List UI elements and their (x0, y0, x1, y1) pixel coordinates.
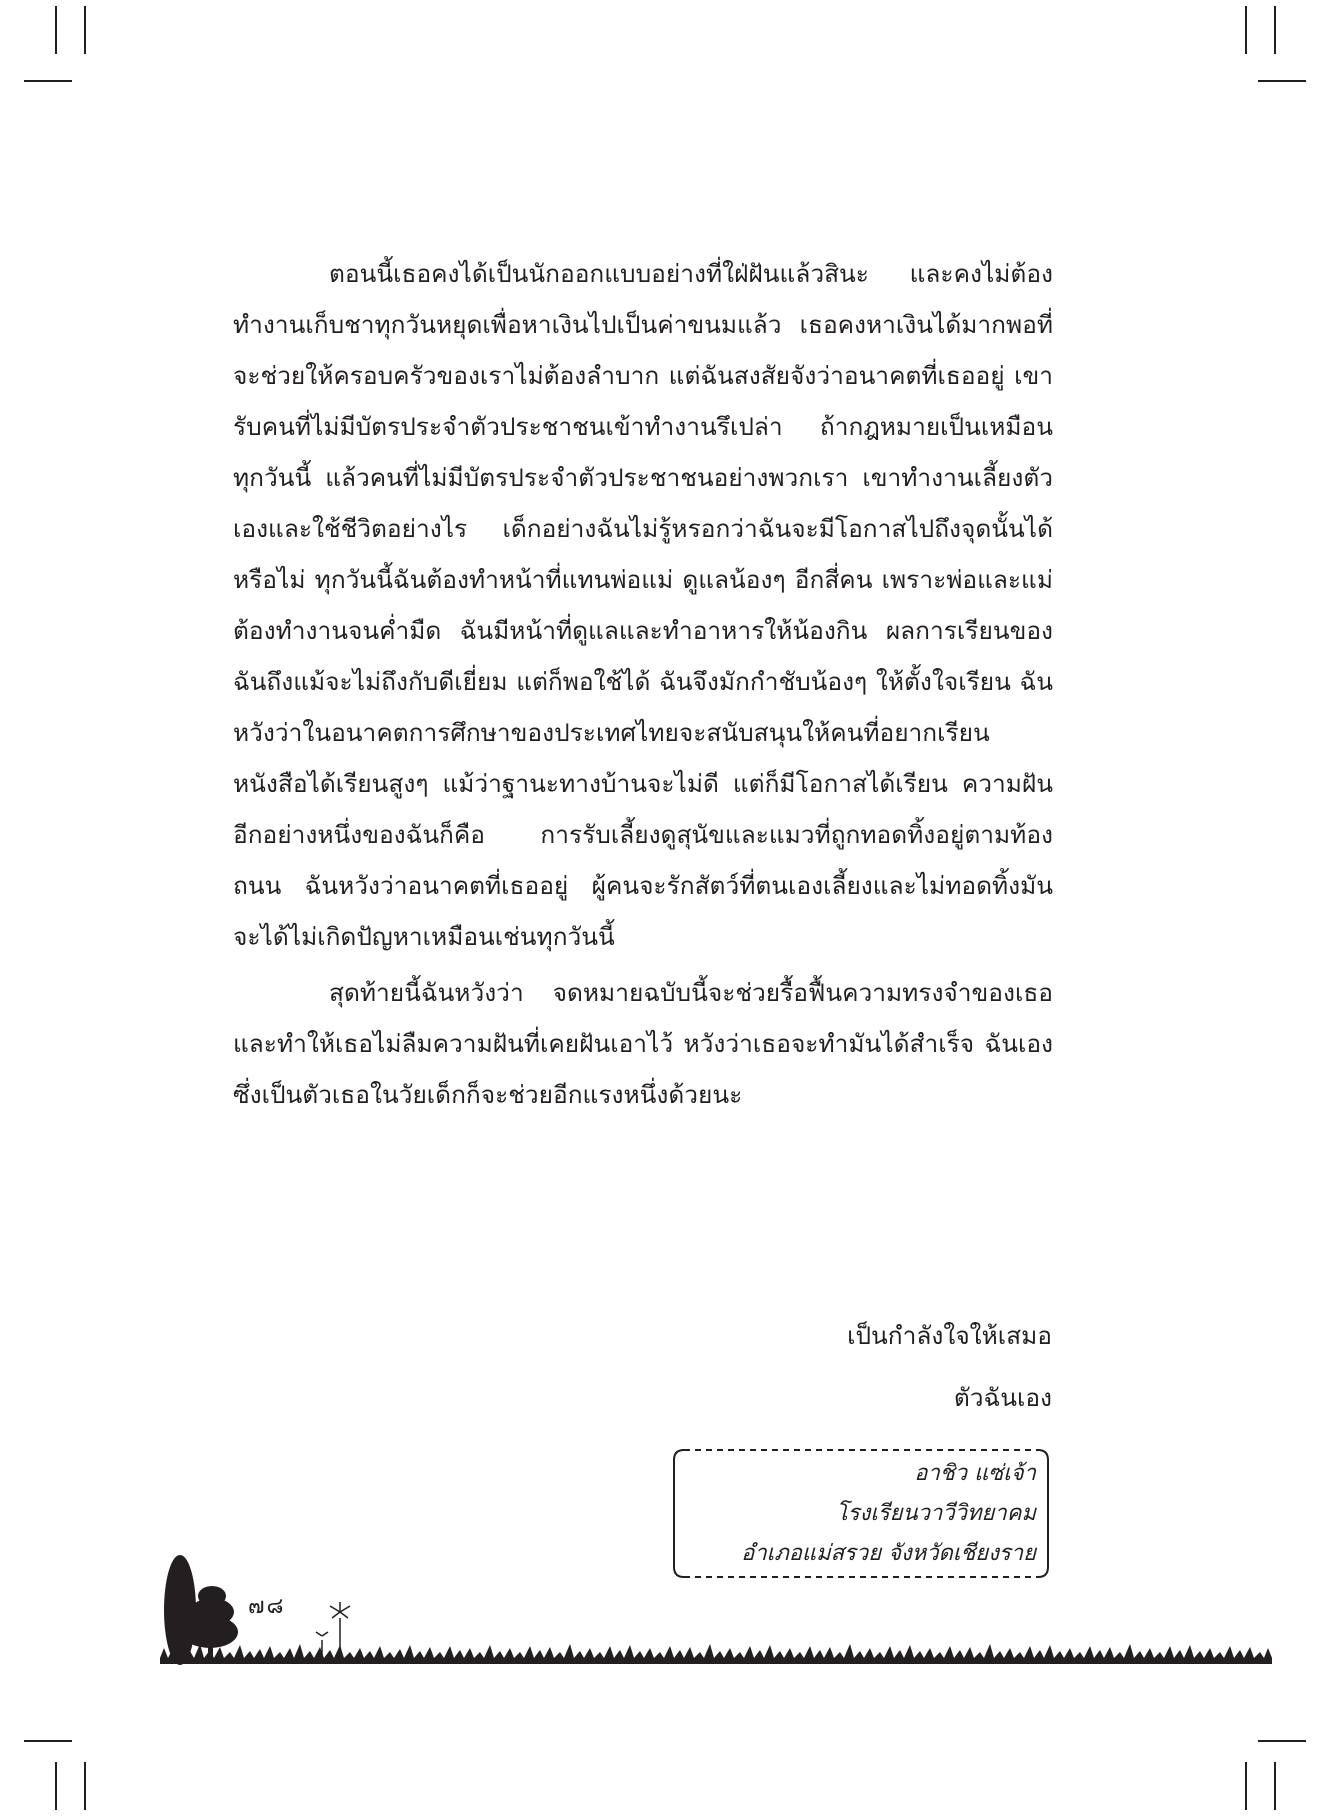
letter-paragraph-1: ตอนนี้เธอคงได้เป็นนักออกแบบอย่างที่ใฝ่ฝันแล้วสินะ และคงไม่ต้องทำงานเก็บชาทุกวันหยุดเพื่อหาเงินไปเป็นค่าขนมแล้ว เธอคงหาเงินได้มากพอที่จะช่วยให้ครอบครัวของเราไม่ต้องลำบาก แต่ฉันสงสัยจังว่าอนาคตที่เธออยู่ เขารับคนที่ไม่มีบัตรประจำตัวประชาชนเข้าทำงานรึเปล่า ถ้ากฎหมายเป็นเหมือนทุกวันนี้ แล้วคนที่ไม่มีบัตรประจำตัวประชาชนอย่างพวกเรา เขาทำงานเลี้ยงตัวเองและใช้ชีวิตอย่างไร เด็กอย่างฉันไม่รู้หรอกว่าฉันจะมีโอกาสไปถึงจุดนั้นได้หรือไม่ ทุกวันนี้ฉันต้องทำหน้าที่แทนพ่อแม่ ดูแลน้องๆ อีกสี่คน เพราะพ่อและแม่ต้องทำงานจนค่ำมืด ฉันมีหน้าที่ดูแลและทำอาหารให้น้องกิน ผลการเรียนของฉันถึงแม้จะไม่ถึงกับดีเยี่ยม แต่ก็พอใช้ได้ ฉันจึงมักกำชับน้องๆ ให้ตั้งใจเรียน ฉันหวังว่าในอนาคตการศึกษาของประเทศไทยจะสนับสนุนให้คนที่อยากเรียนหนังสือได้เรียนสูงๆ แม้ว่าฐานะทางบ้านจะไม่ดี แต่ก็มีโอกาสได้เรียน ความฝันอีกอย่างหนึ่งของฉันก็คือ การรับเลี้ยงดูสุนัขและแมวที่ถูกทอดทิ้งอยู่ตามท้องถนน ฉันหวังว่าอนาคตที่เธออยู่ ผู้คนจะรักสัตว์ที่ตนเองเลี้ยงและไม่ทอดทิ้งมัน จะได้ไม่เกิดปัญหาเหมือนเช่นทุกวันนี้ (233, 259, 1053, 951)
dandelion-icon (316, 1602, 350, 1658)
author-name: อาชิว แซ่เจ้า (914, 1461, 1036, 1486)
closing-phrase: เป็นกำลังใจให้เสมอ (847, 1321, 1052, 1350)
ground-illustration (160, 1540, 1272, 1665)
closing-block (452, 1305, 1052, 1429)
author-school: โรงเรียนวาวีวิทยาคม (835, 1501, 1036, 1526)
grass-strip (160, 1644, 1272, 1664)
author-location: อำเภอแม่สรวย จังหวัดเชียงราย (741, 1541, 1036, 1566)
letter-body (233, 248, 1053, 1120)
page-number: ๗๘ (248, 1594, 286, 1619)
letter-paragraph-2: สุดท้ายนี้ฉันหวังว่า จดหมายฉบับนี้จะช่วยรื้อฟื้นความทรงจำของเธอ และทำให้เธอไม่ลืมความฝันที่เคยฝันเอาไว้ หวังว่าเธอจะทำมันได้สำเร็จ ฉันเองซึ่งเป็นตัวเธอในวัยเด็กก็จะช่วยอีกแรงหนึ่งด้วยนะ (233, 978, 1053, 1109)
signature: ตัวฉันเอง (953, 1383, 1052, 1412)
